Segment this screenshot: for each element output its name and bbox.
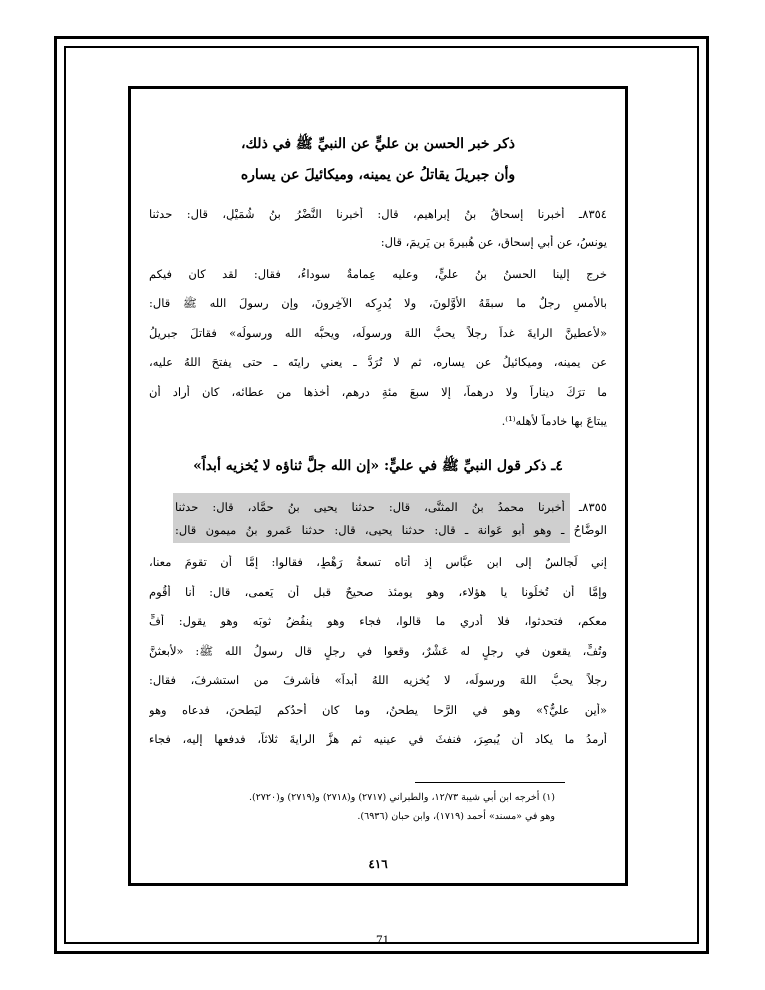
- section-title-line-2: وأن جبريلَ يقاتلُ عن يمينه، وميكائيلَ عن يساره: [240, 167, 516, 183]
- text-line: وإمَّا أن تُخلُونا يا هؤلاء، وهو يومئذ صحيحٌ قبل أن يَعمى، قال: أنا أقُوم: [149, 585, 607, 599]
- section-title-line-1: ذكر خبر الحسن بن عليٍّ عن النبيِّ ﷺ في ذلك،: [240, 136, 516, 152]
- section-title-2: ٤ـ ذكر قول النبيِّ ﷺ في عليٍّ: «إن الله جلَّ ثناؤه لا يُخزيه أبداً»: [193, 458, 563, 474]
- scanned-page: [128, 86, 628, 886]
- text-line: إني لَجالسٌ إلى ابن عبَّاس إذ أتاه تسعةُ رَهْطٍ، فقالوا: إمَّا أن تقومَ معنا،: [149, 555, 607, 569]
- book-page-number: ٤١٦: [368, 857, 388, 871]
- text-line: بالأمسِ رجلٌ ما سبقَهُ الأوَّلونَ، ولا يُدرِكه الآخِرونَ، وإن رسولَ الله ﷺ قال:: [149, 296, 607, 310]
- text-line: معكم، فتحدثوا، فلا أدري ما قالوا، فجاء وهو ينفُضُ ثوبَه وهو يقول: أُفٍّ: [149, 614, 607, 628]
- text-line: وتُفٍّ، يقعون في رجلٍ له عَشْرٌ، وقعوا في رجلٍ قال رسولُ الله ﷺ: «لأبعثنَّ: [149, 644, 607, 658]
- text-line: خرج إلينا الحسنُ بنُ عليٍّ، وعليه عِمامةٌ سوداءُ، فقال: لقد كان فيكم: [149, 267, 607, 281]
- page-number: 71: [376, 932, 389, 947]
- text-line: يونسُ، عن أبي إسحاق، عن هُبيرةَ بن يَرِيمَ، قال:: [380, 235, 607, 249]
- text-line: «لأعطينَّ الرايةَ غداً رجلاً يحبُّ اللهَ ورسولَه، ويحبُّه الله ورسولُه» فقاتلَ جبريلُ: [149, 326, 607, 340]
- text-line-highlighted: ٨٣٥٥ـ أخبرنا محمدُ بنُ المثنَّى، قال: حدثنا يحيى بنُ حمَّاد، قال: حدثنا: [175, 500, 607, 514]
- text-line-highlighted: الوضَّاحُ ـ وهو أبو عَوانة ـ قال: حدثنا يحيى، قال: حدثنا عَمرو بنُ ميمون قال:: [175, 523, 607, 537]
- text-line: رجلاً يحبُّ اللهَ ورسولَه، لا يُخزيه اللهُ أبداً» فأشرفَ من استشرفَ، فقال:: [149, 673, 607, 687]
- text-line: «أين عليٌّ؟» وهو في الرَّحا يطحنُ، وما كان أحدُكم ليَطحنَ، فدعاه وهو: [149, 703, 607, 717]
- text-line: أرمدُ ما يكاد أن يُبصِرَ، فنفثَ في عينيه ثم هزَّ الرايةَ ثلاثاً، فدفعها إليه، فجاء: [149, 732, 607, 746]
- footnote-line: (١) أخرجه ابن أبي شيبة ١٢/٧٣، والطبراني (٢٧١٧) و(٢٧١٨) و(٢٧١٩) و(٢٧٢٠).: [248, 792, 555, 803]
- text-line: يبتاعَ بها خادماً لأهله⁽¹⁾.: [501, 414, 607, 428]
- footnote-rule: [415, 782, 565, 783]
- footnote-line: وهو في «مسند» أحمد (١٧١٩)، وابن حبان (٦٩٣٦).: [357, 811, 555, 822]
- text-line: عن يمينه، وميكائيلُ عن يساره، ثم لا تُرَدُّ ـ يعني رايتَه ـ حتى يفتحَ اللهُ عليه،: [149, 355, 607, 369]
- text-line: ما ترَكَ ديناراً ولا درهماً، إلا سبعَ مئةِ درهمٍ، أخذها من عطائه، كان أراد أن: [149, 385, 607, 399]
- text-line: ٨٣٥٤ـ أخبرنا إسحاقُ بنُ إبراهيم، قال: أخبرنا النَّضْرُ بنُ شُمَيْلٍ، قال: حدثنا: [149, 207, 607, 221]
